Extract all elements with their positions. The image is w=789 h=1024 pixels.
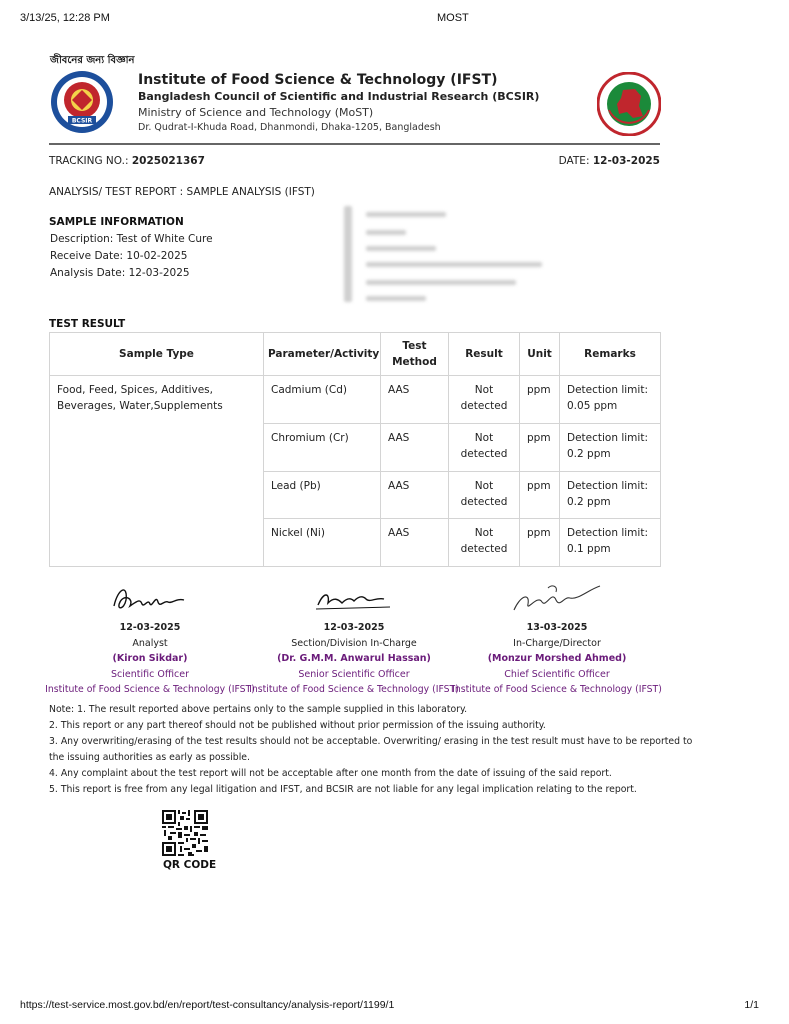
sample-type-cell: Food, Feed, Spices, Additives, Beverages, Water,Supplements	[50, 376, 264, 567]
report-notes	[49, 702, 693, 798]
unit-cell: ppm	[520, 471, 560, 519]
receive-date: Receive Date: 10-02-2025	[50, 250, 188, 262]
sample-description: Description: Test of White Cure	[50, 233, 213, 245]
redacted-client-info	[344, 204, 544, 304]
sample-info	[50, 231, 213, 282]
method-cell: AAS	[381, 376, 449, 424]
parameter-cell: Cadmium (Cd)	[264, 376, 381, 424]
table-row	[50, 376, 661, 424]
tracking-number: TRACKING NO.: 2025021367	[49, 155, 205, 167]
council-name: Bangladesh Council of Scientific and Industrial Research (BCSIR)	[138, 90, 540, 103]
unit-cell: ppm	[520, 376, 560, 424]
signatory-org: Institute of Food Science & Technology (IFST)	[452, 684, 662, 695]
note-line: 3. Any overwriting/erasing of the test results should not be acceptable. Overwriting/ erasing in the test result must have to be reported to	[49, 736, 693, 747]
column-header: Parameter/Activity	[264, 333, 381, 376]
signatory-position: Chief Scientific Officer	[504, 668, 610, 680]
sample-info-heading: SAMPLE INFORMATION	[49, 216, 184, 228]
unit-cell: ppm	[520, 424, 560, 472]
parameter-cell: Nickel (Ni)	[264, 519, 381, 567]
note-line: Note: 1. The result reported above pertains only to the sample supplied in this laboratory.	[49, 704, 468, 715]
result-cell: Not detected	[449, 519, 520, 567]
signature-analyst	[45, 585, 255, 698]
test-result-table	[49, 332, 661, 567]
signature-role: Section/Division In-Charge	[291, 637, 417, 649]
government-seal-logo	[597, 72, 661, 136]
signatory-position: Senior Scientific Officer	[298, 668, 410, 680]
remarks-cell: Detection limit: 0.05 ppm	[560, 376, 661, 424]
note-line: the issuing authorities as early as possible.	[49, 752, 250, 763]
unit-cell: ppm	[520, 519, 560, 567]
parameter-cell: Chromium (Cr)	[264, 424, 381, 472]
institute-address: Dr. Qudrat-I-Khuda Road, Dhanmondi, Dhaka-1205, Bangladesh	[138, 122, 441, 133]
method-cell: AAS	[381, 519, 449, 567]
table-header-row	[50, 333, 661, 376]
ministry-name: Ministry of Science and Technology (MoST)	[138, 106, 374, 119]
print-footer-url: https://test-service.most.gov.bd/en/report/test-consultancy/analysis-report/1199/1	[20, 999, 395, 1011]
remarks-cell: Detection limit: 0.1 ppm	[560, 519, 661, 567]
column-header: Result	[449, 333, 520, 376]
print-page-number: 1/1	[744, 999, 759, 1011]
parameter-cell: Lead (Pb)	[264, 471, 381, 519]
result-cell: Not detected	[449, 471, 520, 519]
signatory-name: (Kiron Sikdar)	[112, 653, 188, 664]
svg-text:BCSIR: BCSIR	[71, 117, 93, 125]
signature-section-incharge	[249, 585, 459, 698]
remarks-cell: Detection limit: 0.2 ppm	[560, 424, 661, 472]
signatory-name: (Monzur Morshed Ahmed)	[487, 653, 627, 664]
result-cell: Not detected	[449, 376, 520, 424]
column-header: Sample Type	[50, 333, 264, 376]
print-timestamp: 3/13/25, 12:28 PM	[20, 12, 110, 24]
note-line: 4. Any complaint about the test report will not be acceptable after one month from the date of issuing of the said report.	[49, 768, 612, 779]
note-line: 5. This report is free from any legal litigation and IFST, and BCSIR are not liable for any legal implication relating to the report.	[49, 784, 637, 795]
signature-date: 12-03-2025	[323, 622, 385, 633]
signatory-name: (Dr. G.M.M. Anwarul Hassan)	[277, 653, 431, 664]
institute-name: Institute of Food Science & Technology (IFST)	[138, 72, 498, 88]
report-title: ANALYSIS/ TEST REPORT : SAMPLE ANALYSIS (IFST)	[49, 186, 315, 198]
bangla-tagline: জীবনের জন্য বিজ্ঞান	[50, 55, 135, 66]
note-line: 2. This report or any part thereof should not be published without prior permission of the issuing authority.	[49, 720, 546, 731]
signature-role: In-Charge/Director	[513, 637, 601, 649]
column-header: Unit	[520, 333, 560, 376]
header-divider	[49, 143, 660, 145]
report-date: DATE: 12-03-2025	[558, 155, 660, 167]
signatory-org: Institute of Food Science & Technology (IFST)	[45, 684, 255, 695]
method-cell: AAS	[381, 471, 449, 519]
bcsir-logo	[50, 70, 114, 134]
print-title: MOST	[437, 12, 469, 24]
column-header: Remarks	[560, 333, 661, 376]
remarks-cell: Detection limit: 0.2 ppm	[560, 471, 661, 519]
signatory-org: Institute of Food Science & Technology (IFST)	[249, 684, 459, 695]
analysis-date: Analysis Date: 12-03-2025	[50, 267, 190, 279]
signature-date: 12-03-2025	[119, 622, 181, 633]
signature-director	[452, 585, 662, 698]
signatory-position: Scientific Officer	[111, 668, 189, 680]
result-cell: Not detected	[449, 424, 520, 472]
signature-date: 13-03-2025	[526, 622, 588, 633]
test-result-heading: TEST RESULT	[49, 318, 126, 330]
signature-role: Analyst	[132, 637, 168, 649]
column-header: Test Method	[381, 333, 449, 376]
qr-code	[162, 810, 208, 856]
qr-code-label: QR CODE	[163, 859, 217, 871]
method-cell: AAS	[381, 424, 449, 472]
